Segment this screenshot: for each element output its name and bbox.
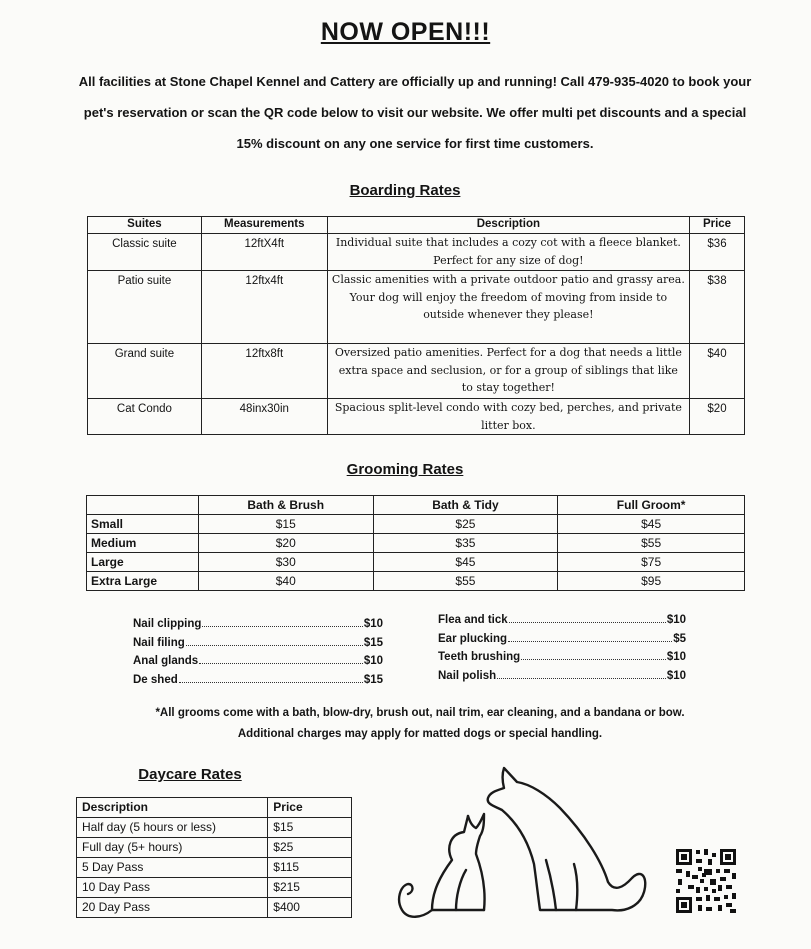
leader-dots bbox=[521, 659, 666, 660]
suite-name: Grand suite bbox=[88, 344, 202, 399]
qr-code-icon bbox=[674, 847, 738, 915]
daycare-header-description: Description bbox=[77, 798, 268, 818]
table-row bbox=[88, 344, 745, 399]
extra-price: $10 bbox=[363, 618, 383, 630]
bath-tidy-price: $25 bbox=[373, 515, 558, 534]
boarding-table bbox=[87, 216, 745, 435]
daycare-price: $115 bbox=[268, 858, 352, 878]
table-row bbox=[77, 838, 352, 858]
table-row bbox=[88, 234, 745, 271]
table-row bbox=[87, 572, 745, 591]
suite-price: $36 bbox=[690, 234, 745, 271]
list-item bbox=[133, 618, 383, 637]
bath-tidy-price: $35 bbox=[373, 534, 558, 553]
grooming-header-full-groom: Full Groom* bbox=[558, 496, 745, 515]
boarding-header-row bbox=[88, 217, 745, 234]
full-groom-price: $75 bbox=[558, 553, 745, 572]
extra-price: $15 bbox=[363, 673, 383, 686]
extra-price: $10 bbox=[666, 651, 686, 663]
grooming-header-size bbox=[87, 496, 199, 515]
grooming-note-line-1: *All grooms come with a bath, blow-dry, brush out, nail trim, ear cleaning, and a bandana or bow. bbox=[155, 707, 685, 719]
list-item bbox=[133, 674, 383, 693]
bath-tidy-price: $45 bbox=[373, 553, 558, 572]
extra-label: Nail polish bbox=[438, 669, 497, 682]
grooming-header-bath-tidy: Bath & Tidy bbox=[373, 496, 558, 515]
boarding-title: Boarding Rates bbox=[349, 182, 461, 199]
boarding-header-measurements: Measurements bbox=[201, 217, 327, 234]
extras-right-list bbox=[438, 614, 686, 688]
daycare-price: $25 bbox=[268, 838, 352, 858]
leader-dots bbox=[186, 645, 363, 646]
bath-brush-price: $15 bbox=[198, 515, 373, 534]
list-item bbox=[133, 637, 383, 656]
extra-label: Nail filing bbox=[133, 636, 185, 649]
suite-price: $38 bbox=[690, 271, 745, 344]
extra-price: $10 bbox=[363, 655, 383, 667]
table-row bbox=[88, 399, 745, 435]
boarding-header-description: Description bbox=[327, 217, 689, 234]
dog-size: Large bbox=[87, 553, 199, 572]
leader-dots bbox=[508, 641, 672, 642]
daycare-description: 5 Day Pass bbox=[77, 858, 268, 878]
grooming-header-bath-brush: Bath & Brush bbox=[198, 496, 373, 515]
table-row bbox=[87, 515, 745, 534]
list-item bbox=[438, 670, 686, 689]
suite-description: Spacious split-level condo with cozy bed, perches, and private litter box. bbox=[327, 399, 689, 435]
table-row bbox=[77, 878, 352, 898]
extra-label: Teeth brushing bbox=[438, 651, 521, 663]
grooming-note-line-2: Additional charges may apply for matted dogs or special handling. bbox=[237, 728, 603, 740]
suite-description: Individual suite that includes a cozy cot with a fleece blanket. Perfect for any size of dog! bbox=[327, 234, 689, 271]
bath-brush-price: $20 bbox=[198, 534, 373, 553]
table-row bbox=[77, 818, 352, 838]
leader-dots bbox=[179, 682, 363, 683]
suite-description: Oversized patio amenities. Perfect for a dog that needs a little extra space and seclusion, or for a group of siblings that like to stay together! bbox=[327, 344, 689, 399]
suite-measurement: 12ftx4ft bbox=[201, 271, 327, 344]
table-row bbox=[87, 553, 745, 572]
daycare-description: Full day (5+ hours) bbox=[77, 838, 268, 858]
extra-label: Nail clipping bbox=[133, 618, 202, 630]
suite-name: Patio suite bbox=[88, 271, 202, 344]
daycare-description: Half day (5 hours or less) bbox=[77, 818, 268, 838]
daycare-header-row bbox=[77, 798, 352, 818]
suite-measurement: 48inx30in bbox=[201, 399, 327, 435]
list-item bbox=[438, 651, 686, 670]
extra-price: $10 bbox=[666, 669, 686, 682]
dog-size: Medium bbox=[87, 534, 199, 553]
daycare-title: Daycare Rates bbox=[138, 766, 242, 783]
extra-price: $10 bbox=[666, 614, 686, 626]
daycare-price: $15 bbox=[268, 818, 352, 838]
suite-description: Classic amenities with a private outdoor patio and grassy area. Your dog will enjoy the freedom of moving from inside to outside whenever they please! bbox=[327, 271, 689, 344]
extra-label: Anal glands bbox=[133, 655, 199, 667]
full-groom-price: $55 bbox=[558, 534, 745, 553]
extra-label: De shed bbox=[133, 673, 178, 686]
suite-price: $40 bbox=[690, 344, 745, 399]
bath-brush-price: $40 bbox=[198, 572, 373, 591]
headline: NOW OPEN!!! bbox=[320, 18, 491, 46]
dog-size: Small bbox=[87, 515, 199, 534]
leader-dots bbox=[199, 663, 363, 664]
grooming-note bbox=[60, 703, 780, 745]
grooming-table bbox=[86, 495, 745, 591]
leader-dots bbox=[509, 622, 666, 623]
table-row bbox=[87, 534, 745, 553]
daycare-price: $215 bbox=[268, 878, 352, 898]
bath-brush-price: $30 bbox=[198, 553, 373, 572]
leader-dots bbox=[202, 626, 362, 627]
full-groom-price: $45 bbox=[558, 515, 745, 534]
grooming-header-row bbox=[87, 496, 745, 515]
suite-measurement: 12ftX4ft bbox=[201, 234, 327, 271]
extra-label: Ear plucking bbox=[438, 632, 508, 645]
boarding-header-suites: Suites bbox=[88, 217, 202, 234]
extra-label: Flea and tick bbox=[438, 614, 508, 626]
daycare-description: 10 Day Pass bbox=[77, 878, 268, 898]
list-item bbox=[438, 633, 686, 652]
extra-price: $5 bbox=[673, 632, 686, 645]
bath-tidy-price: $55 bbox=[373, 572, 558, 591]
suite-price: $20 bbox=[690, 399, 745, 435]
daycare-table bbox=[76, 797, 352, 918]
cat-and-dog-outline-icon bbox=[380, 760, 660, 930]
daycare-header-price: Price bbox=[268, 798, 352, 818]
suite-name: Classic suite bbox=[88, 234, 202, 271]
grooming-title: Grooming Rates bbox=[346, 461, 464, 478]
leader-dots bbox=[497, 678, 666, 679]
list-item bbox=[438, 614, 686, 633]
table-row bbox=[88, 271, 745, 344]
daycare-description: 20 Day Pass bbox=[77, 898, 268, 918]
list-item bbox=[133, 655, 383, 674]
suite-measurement: 12ftx8ft bbox=[201, 344, 327, 399]
full-groom-price: $95 bbox=[558, 572, 745, 591]
boarding-header-price: Price bbox=[690, 217, 745, 234]
table-row bbox=[77, 898, 352, 918]
suite-name: Cat Condo bbox=[88, 399, 202, 435]
dog-size: Extra Large bbox=[87, 572, 199, 591]
intro-paragraph: All facilities at Stone Chapel Kennel and Cattery are officially up and running! Call 479-935-4020 to book your pet's reservation or scan the QR code below to visit our website. We offer multi pet discounts and a special 15% discount on any one service for first time customers. bbox=[78, 74, 752, 151]
extra-price: $15 bbox=[363, 636, 383, 649]
extras-left-list bbox=[133, 618, 383, 692]
daycare-price: $400 bbox=[268, 898, 352, 918]
table-row bbox=[77, 858, 352, 878]
